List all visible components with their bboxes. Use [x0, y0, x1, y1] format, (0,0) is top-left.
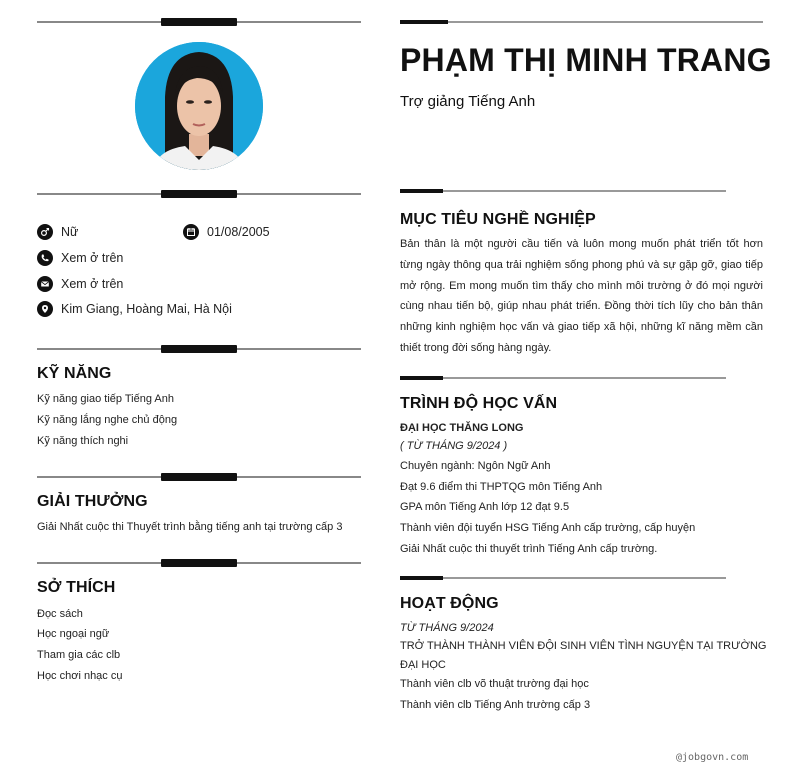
gender-value: Nữ [61, 225, 79, 239]
activities-period: TỪ THÁNG 9/2024 [400, 622, 494, 634]
email-icon [37, 276, 53, 292]
email-row [37, 276, 123, 292]
divider-header [400, 21, 763, 23]
hobbies-title: SỞ THÍCH [37, 579, 116, 596]
education-item: Đạt 9.6 điểm thi THPTQG môn Tiếng Anh [400, 481, 603, 493]
birthdate-row [183, 224, 270, 240]
education-item: Giải Nhất cuộc thi thuyết trình Tiếng Anh cấp trường. [400, 543, 658, 555]
divider-education [400, 377, 726, 379]
activity-item: Thành viên clb võ thuật trường đại học [400, 678, 589, 690]
divider-profile [37, 193, 361, 195]
address-value: Kim Giang, Hoàng Mai, Hà Nội [61, 302, 232, 316]
divider-activities [400, 577, 726, 579]
calendar-icon [183, 224, 199, 240]
candidate-position: Trợ giảng Tiếng Anh [400, 93, 536, 110]
divider-objective [400, 190, 726, 192]
education-item: GPA môn Tiếng Anh lớp 12 đạt 9.5 [400, 501, 570, 513]
education-item: Chuyên ngành: Ngôn Ngữ Anh [400, 460, 551, 472]
activity-item: Thành viên clb Tiếng Anh trường cấp 3 [400, 699, 591, 711]
gender-icon [37, 224, 53, 240]
activities-title: HOẠT ĐỘNG [400, 595, 499, 612]
education-period: ( TỪ THÁNG 9/2024 ) [400, 440, 508, 452]
education-item: Thành viên đội tuyển HSG Tiếng Anh cấp trường, cấp huyện [400, 522, 696, 534]
avatar [135, 42, 263, 170]
divider-skills [37, 348, 361, 350]
gender-row [37, 224, 78, 240]
phone-value: Xem ở trên [61, 251, 124, 265]
education-title: TRÌNH ĐỘ HỌC VẤN [400, 395, 558, 412]
phone-icon [37, 250, 53, 266]
objective-title: MỤC TIÊU NGHỀ NGHIỆP [400, 211, 596, 228]
hobby-item: Đọc sách [37, 608, 83, 620]
watermark: @jobgovn.com [676, 752, 749, 763]
awards-title: GIẢI THƯỞNG [37, 493, 148, 510]
phone-row [37, 250, 123, 266]
divider-awards [37, 476, 361, 478]
skill-item: Kỹ năng giao tiếp Tiếng Anh [37, 393, 174, 405]
award-item: Giải Nhất cuộc thi Thuyết trình bằng tiếng anh tại trường cấp 3 [37, 521, 343, 533]
divider-hobbies [37, 562, 361, 564]
objective-text: Bản thân là một người cầu tiến và luôn mong muốn phát triển tốt hơn từng ngày thông qua trải nghiệm sống phong phú và sự gặp gỡ, giao tiếp mở rộng. Em mong muốn tìm thấy cho mình môi trường ở đó mọi người cùng nhau tiến bộ, giúp nhau phát triển. Đồng thời tích lũy cho bản thân những kinh nghiệm học vấn và giao tiếp xã hội, những kĩ năng mềm cần thiết trong đời sống hàng ngày. [400, 238, 763, 354]
hobby-item: Học ngoại ngữ [37, 628, 110, 640]
divider-top-left [37, 21, 361, 23]
hobby-item: Tham gia các clb [37, 649, 121, 661]
activities-headline: TRỞ THÀNH THÀNH VIÊN ĐỘI SINH VIÊN TÌNH NGUYỆN TẠI TRƯỜNG [400, 640, 767, 652]
hobby-item: Học chơi nhạc cụ [37, 670, 123, 682]
activities-headline-cont: ĐẠI HỌC [400, 659, 446, 671]
skills-title: KỸ NĂNG [37, 365, 112, 382]
skill-item: Kỹ năng lắng nghe chủ động [37, 414, 178, 426]
skill-item: Kỹ năng thích nghi [37, 435, 129, 447]
location-pin-icon [37, 301, 53, 317]
address-row [37, 301, 232, 317]
candidate-name: PHẠM THỊ MINH TRANG [400, 42, 772, 78]
school-name: ĐẠI HỌC THĂNG LONG [400, 422, 524, 434]
email-value: Xem ở trên [61, 277, 124, 291]
birthdate-value: 01/08/2005 [207, 225, 270, 239]
